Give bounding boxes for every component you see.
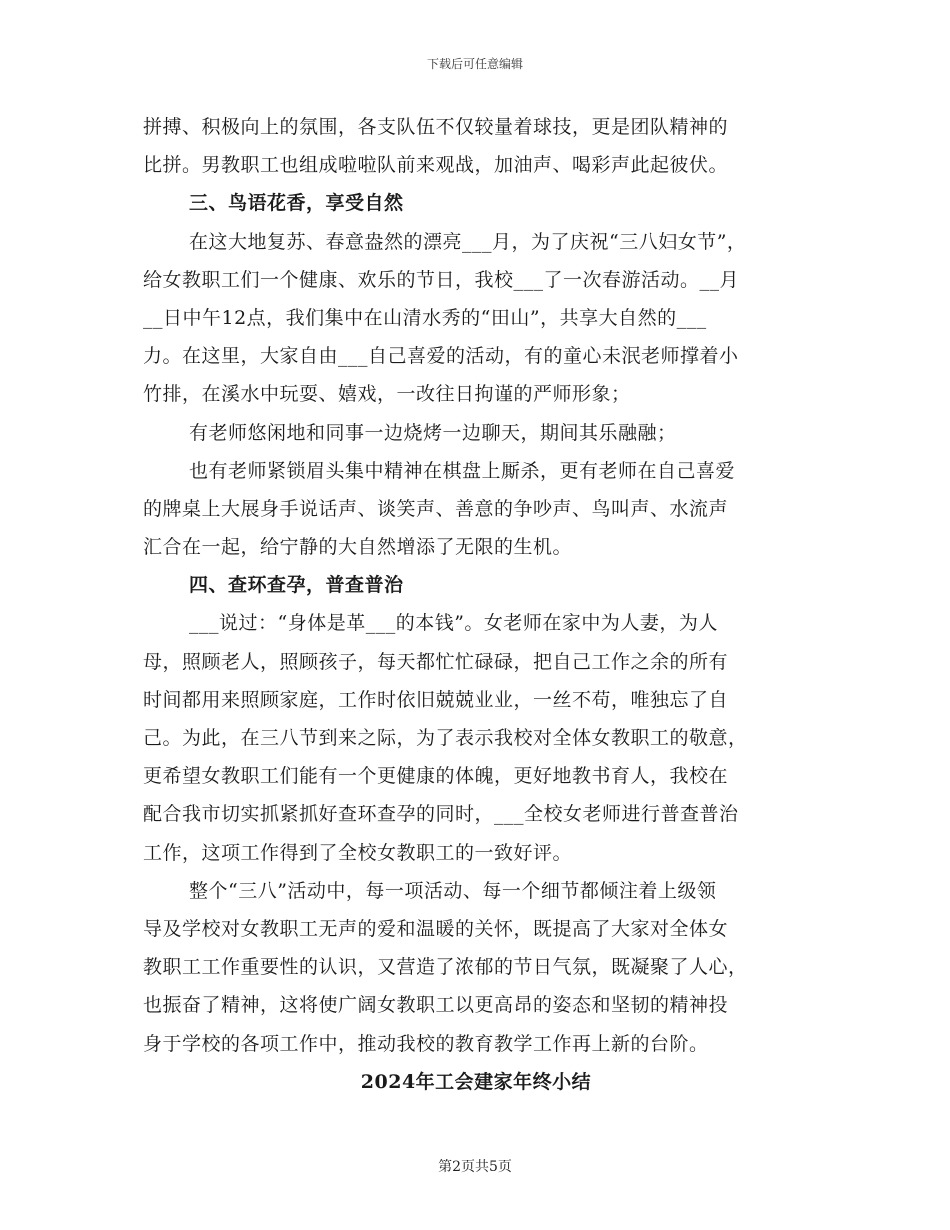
body-line: 工作，这项工作得到了全校女教职工的一致好评。 [143, 841, 573, 864]
section-heading-3: 三、鸟语花香，享受自然 [189, 192, 404, 215]
body-line: 更希望女教职工们能有一个更健康的体魄，更好地教书育人，我校在 [143, 765, 729, 788]
body-line: 母，照顾老人，照顾孩子，每天都忙忙碌碌，把自己工作之余的所有 [143, 650, 729, 673]
body-line: 有老师悠闲地和同事一边烧烤一边聊天，期间其乐融融； [189, 421, 677, 444]
body-line: 也振奋了精神，这将使广阔女教职工以更高昂的姿态和坚韧的精神投 [143, 994, 729, 1017]
body-line: 时间都用来照顾家庭，工作时依旧兢兢业业，一丝不苟，唯独忘了自 [143, 688, 729, 711]
body-line: 拼搏、积极向上的氛围，各支队伍不仅较量着球技，更是团队精神的 [143, 116, 729, 138]
body-line: 在这大地复苏、春意盎然的漂亮___月，为了庆祝“三八妇女节”， [189, 230, 747, 253]
body-line: 身于学校的各项工作中，推动我校的教育教学工作再上新的台阶。 [143, 1032, 709, 1055]
body-line: 比拼。男教职工也组成啦啦队前来观战，加油声、喝彩声此起彼伏。 [143, 154, 729, 177]
body-line: __日中午12点，我们集中在山清水秀的“田山”，共享大自然的___ [143, 306, 707, 329]
document-title: 2024年工会建家年终小结 [360, 1070, 592, 1093]
body-line: 也有老师紧锁眉头集中精神在棋盘上厮杀，更有老师在自己喜爱 [189, 459, 736, 482]
page-number: 第2页共5页 [438, 1159, 512, 1175]
body-line: 给女教职工们一个健康、欢乐的节日，我校___了一次春游活动。__月 [143, 268, 740, 291]
body-line: 汇合在一起，给宁静的大自然增添了无限的生机。 [143, 536, 573, 559]
document-body [143, 108, 809, 1101]
body-line: 整个“三八”活动中，每一项活动、每一个细节都倾注着上级领 [189, 879, 717, 902]
body-line: ___说过：“身体是革___的本钱”。女老师在家中为人妻，为人 [189, 612, 718, 635]
body-line: 力。在这里，大家自由___自己喜爱的活动，有的童心未泯老师撑着小 [143, 345, 739, 368]
body-line: 教职工工作重要性的认识，又营造了浓郁的节日气氛，既凝聚了人心， [143, 956, 748, 979]
body-line: 配合我市切实抓紧抓好查环查孕的同时，___全校女老师进行普查普治 [143, 803, 739, 826]
body-line: 己。为此，在三八节到来之际，为了表示我校对全体女教职工的敬意， [143, 727, 748, 749]
header-note: 下载后可任意编辑 [426, 57, 523, 71]
body-line: 的牌桌上大展身手说话声、谈笑声、善意的争吵声、鸟叫声、水流声 [143, 497, 729, 520]
body-line: 导及学校对女教职工无声的爱和温暖的关怀，既提高了大家对全体女 [143, 917, 729, 940]
body-line: 竹排，在溪水中玩耍、嬉戏，一改往日拘谨的严师形象； [143, 383, 631, 406]
section-heading-4: 四、查环查孕，普查普治 [189, 574, 404, 597]
